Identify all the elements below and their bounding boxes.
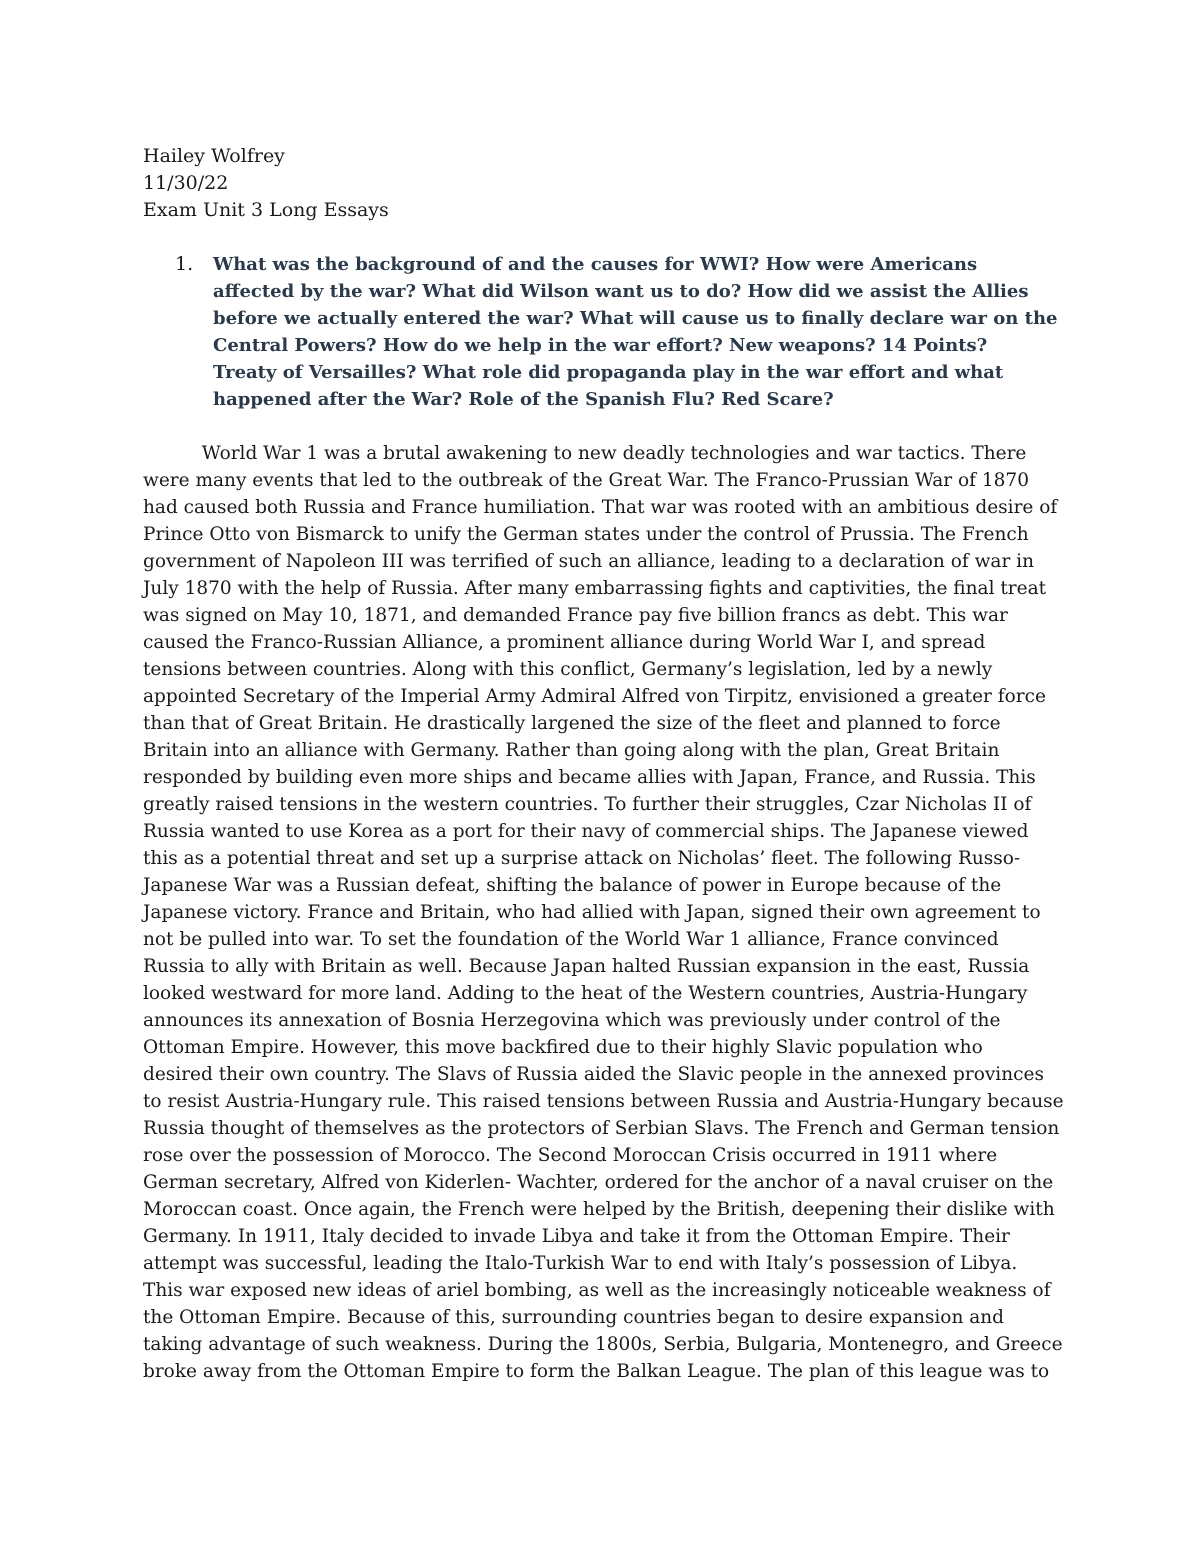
essay-line: this as a potential threat and set up a surprise attack on Nicholas’ fleet. The following Russo-: [143, 848, 1021, 869]
essay-line: broke away from the Ottoman Empire to form the Balkan League. The plan of this league was to: [143, 1361, 1050, 1382]
essay-line: Germany. In 1911, Italy decided to invade Libya and take it from the Ottoman Empire. Their: [143, 1226, 1010, 1247]
essay-line: German secretary, Alfred von Kiderlen- Wachter, ordered for the anchor of a naval cruiser on the: [143, 1172, 1054, 1193]
essay-line: than that of Great Britain. He drastically largened the size of the fleet and planned to force: [143, 713, 1001, 734]
essay-line: Britain into an alliance with Germany. Rather than going along with the plan, Great Britain: [143, 740, 1000, 761]
essay-body: [143, 440, 1064, 1385]
author-name: Hailey Wolfrey: [143, 145, 285, 167]
question-line: What was the background of and the causes for WWI? How were Americans: [213, 254, 978, 275]
essay-line: responded by building even more ships and became allies with Japan, France, and Russia. This: [143, 767, 1036, 788]
essay-line: Russia to ally with Britain as well. Because Japan halted Russian expansion in the east, Russia: [143, 956, 1030, 977]
essay-line: World War 1 was a brutal awakening to new deadly technologies and war tactics. There: [143, 443, 1027, 464]
essay-line: Ottoman Empire. However, this move backfired due to their highly Slavic population who: [143, 1037, 983, 1058]
question-line: before we actually entered the war? What will cause us to finally declare war on the: [213, 308, 1058, 329]
essay-line: was signed on May 10, 1871, and demanded France pay five billion francs as debt. This war: [143, 605, 1008, 626]
essay-line: greatly raised tensions in the western countries. To further their struggles, Czar Nicholas II of: [143, 794, 1032, 815]
essay-line: Moroccan coast. Once again, the French were helped by the British, deepening their dislike with: [143, 1199, 1055, 1220]
essay-line: caused the Franco-Russian Alliance, a prominent alliance during World War I, and spread: [143, 632, 986, 653]
essay-line: attempt was successful, leading the Italo-Turkish War to end with Italy’s possession of Libya.: [143, 1253, 1018, 1274]
essay-line: appointed Secretary of the Imperial Army Admiral Alfred von Tirpitz, envisioned a greater force: [143, 686, 1046, 707]
essay-line: looked westward for more land. Adding to the heat of the Western countries, Austria-Hungary: [143, 983, 1028, 1004]
essay-line: desired their own country. The Slavs of Russia aided the Slavic people in the annexed provinces: [143, 1064, 1044, 1085]
document-date: 11/30/22: [143, 172, 229, 194]
essay-line: government of Napoleon III was terrified of such an alliance, leading to a declaration of war in: [143, 551, 1035, 572]
document-header: [143, 143, 389, 224]
essay-line: to resist Austria-Hungary rule. This raised tensions between Russia and Austria-Hungary because: [143, 1091, 1064, 1112]
essay-line: Japanese War was a Russian defeat, shifting the balance of power in Europe because of the: [143, 875, 1002, 896]
essay-line: announces its annexation of Bosnia Herzegovina which was previously under control of the: [143, 1010, 1001, 1031]
question-line: affected by the war? What did Wilson want us to do? How did we assist the Allies: [213, 281, 1029, 302]
essay-line: Japanese victory. France and Britain, who had allied with Japan, signed their own agreement to: [143, 902, 1041, 923]
question-text: [213, 251, 1057, 413]
question-line: happened after the War? Role of the Spanish Flu? Red Scare?: [213, 389, 834, 410]
question-number: 1.: [175, 253, 194, 275]
essay-line: rose over the possession of Morocco. The Second Moroccan Crisis occurred in 1911 where: [143, 1145, 998, 1166]
question-line: Treaty of Versailles? What role did propaganda play in the war effort and what: [213, 362, 1004, 383]
essay-line: were many events that led to the outbreak of the Great War. The Franco-Prussian War of 1870: [143, 470, 1029, 491]
essay-line: July 1870 with the help of Russia. After many embarrassing fights and captivities, the final treat: [143, 578, 1047, 599]
essay-line: This war exposed new ideas of ariel bombing, as well as the increasingly noticeable weakness of: [143, 1280, 1051, 1301]
assignment-title: Exam Unit 3 Long Essays: [143, 199, 389, 221]
essay-line: Prince Otto von Bismarck to unify the German states under the control of Prussia. The French: [143, 524, 1029, 545]
essay-line: tensions between countries. Along with this conflict, Germany’s legislation, led by a newly: [143, 659, 993, 680]
essay-line: not be pulled into war. To set the foundation of the World War 1 alliance, France convinced: [143, 929, 999, 950]
question-line: Central Powers? How do we help in the war effort? New weapons? 14 Points?: [213, 335, 988, 356]
essay-line: had caused both Russia and France humiliation. That war was rooted with an ambitious desire of: [143, 497, 1058, 518]
essay-line: Russia wanted to use Korea as a port for their navy of commercial ships. The Japanese viewed: [143, 821, 1029, 842]
essay-line: the Ottoman Empire. Because of this, surrounding countries began to desire expansion and: [143, 1307, 1005, 1328]
essay-line: taking advantage of such weakness. During the 1800s, Serbia, Bulgaria, Montenegro, and Greece: [143, 1334, 1063, 1355]
essay-line: Russia thought of themselves as the protectors of Serbian Slavs. The French and German tension: [143, 1118, 1060, 1139]
